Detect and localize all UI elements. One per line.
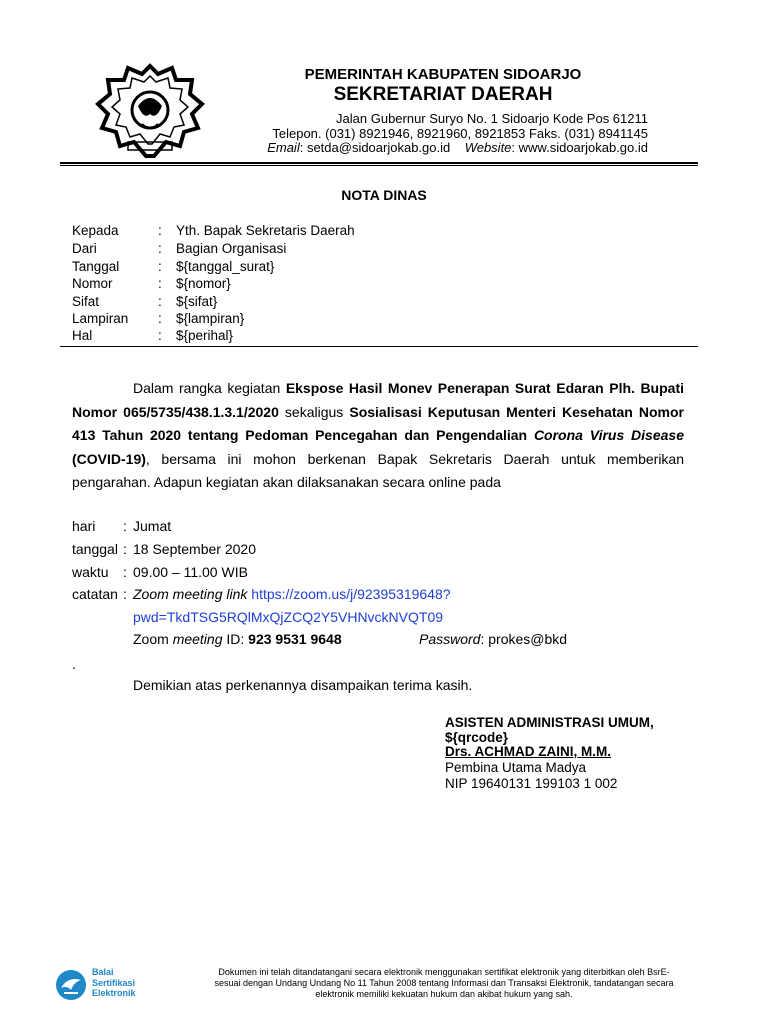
meeting-word: meeting [172,631,223,647]
stray-period: . [72,656,76,672]
signature-nip: NIP 19640131 199103 1 002 [445,776,618,791]
meta-value: Yth. Bapak Sekretaris Daerah [176,223,355,238]
letterhead-divider [60,162,698,164]
body-bold-italic-text: Corona Virus Disease [533,427,684,443]
meta-label: Kepada [72,223,119,238]
body-text: sekaligus [278,403,350,420]
meta-colon: : [158,223,162,238]
schedule-colon: : [123,564,127,580]
office-name: SEKRETARIAT DAERAH [333,84,553,105]
password-label: Password [419,631,481,647]
meta-label: Nomor [72,276,113,291]
zoom-link[interactable]: https://zoom.us/j/92395319648? [251,586,451,602]
meta-value: ${sifat} [176,294,218,309]
notice-line: sesuai dengan Undang Undang No 11 Tahun 2008 tentang Informasi dan Transaksi Elektronik, tandatangan secara [214,978,674,988]
zoom-id-value: 923 9531 9648 [248,631,342,647]
bsre-logo-line: Elektronik [92,988,136,998]
zoom-link-label: Zoom meeting link [133,586,248,602]
meta-label: Tanggal [72,259,120,274]
email-value: : setda@sidoarjokab.go.id [299,140,451,155]
body-bold-text: Ekspose Hasil Monev Penerapan Surat Edaran Plh. Bupati Nomor 065/5735/438.1.3.1/2020 [72,380,684,420]
meta-value: ${nomor} [176,276,231,291]
body-paragraph [72,377,684,495]
website-value: : www.sidoarjokab.go.id [511,140,648,155]
signature-rank: Pembina Utama Madya [445,760,587,775]
signature-position: ASISTEN ADMINISTRASI UMUM, [445,715,654,730]
body-text: , bersama ini mohon berkenan Bapak Sekretaris Daerah untuk memberikan pengarahan. Adapun kegiatan akan dilaksanakan secara online pada [72,450,684,490]
bsre-logo-line: Balai [92,967,114,977]
schedule-colon: : [123,518,127,534]
meta-value: ${tanggal_surat} [176,259,275,274]
bsre-logo-line: Sertifikasi [92,977,136,988]
notice-line: Dokumen ini telah ditandatangani secara elektronik menggunakan sertifikat elektronik yang diterbitkan oleh BsrE- [218,967,670,977]
zoom-link-continued[interactable]: pwd=TkdTSG5RQlMxQjZCQ2Y5VHNvckNVQT09 [133,609,444,625]
notice-line: elektronik memiliki kekuatan hukum dan akibat hukum yang sah. [315,989,573,999]
schedule-colon: : [123,586,127,602]
meta-colon: : [158,294,162,309]
meta-value: ${perihal} [176,328,234,343]
office-contact [267,140,648,155]
zoom-id-label: ID: [226,631,245,647]
closing-text: Demikian atas perkenannya disampaikan terima kasih. [133,677,473,693]
schedule-label: hari [72,518,96,534]
body-bold-text: Sosialisasi Keputusan Menteri Kesehatan Nomor 413 Tahun 2020 tentang Pedoman Pencegahan dan Pengendalian [72,403,684,443]
kabupaten-sidoarjo-emblem-icon [92,62,208,162]
schedule-value: 18 September 2020 [133,541,256,557]
e-signature-notice [188,967,700,1000]
letterhead-divider-thin [60,165,698,166]
bsre-logo-icon [54,968,88,1002]
government-name: PEMERINTAH KABUPATEN SIDOARJO [304,66,582,83]
body-bold-text: (COVID-19) [72,450,146,467]
signature-qrcode: ${qrcode} [445,730,509,745]
meta-label: Hal [72,328,93,343]
schedule-label: tanggal [72,541,118,557]
office-address: Jalan Gubernur Suryo No. 1 Sidoarjo Kode Pos 61211 [336,111,648,126]
schedule-label: catatan [72,586,118,602]
meta-colon: : [158,311,162,326]
document-title: NOTA DINAS [341,187,427,203]
schedule-label: waktu [72,564,109,580]
meta-colon: : [158,328,162,343]
meta-label: Dari [72,241,97,256]
zoom-word: Zoom [133,631,169,647]
schedule-value: Jumat [133,518,172,534]
meta-colon: : [158,276,162,291]
meta-label: Lampiran [72,311,129,326]
meta-value: Bagian Organisasi [176,241,287,256]
office-phone: Telepon. (031) 8921946, 8921960, 8921853 Faks. (031) 8941145 [272,126,648,141]
schedule-value: 09.00 – 11.00 WIB [133,564,248,580]
meta-colon: : [158,259,162,274]
meta-colon: : [158,241,162,256]
email-label: Email [267,140,300,155]
website-label: Website [464,140,512,155]
bsre-logo [54,966,164,1006]
meta-label: Sifat [72,294,100,309]
signature-name: Drs. ACHMAD ZAINI, M.M. [445,744,611,759]
password-value: : prokes@bkd [480,631,568,647]
meta-value: ${lampiran} [176,311,245,326]
schedule-colon: : [123,541,127,557]
meta-divider [60,346,698,347]
body-text: Dalam rangka kegiatan [133,380,286,396]
